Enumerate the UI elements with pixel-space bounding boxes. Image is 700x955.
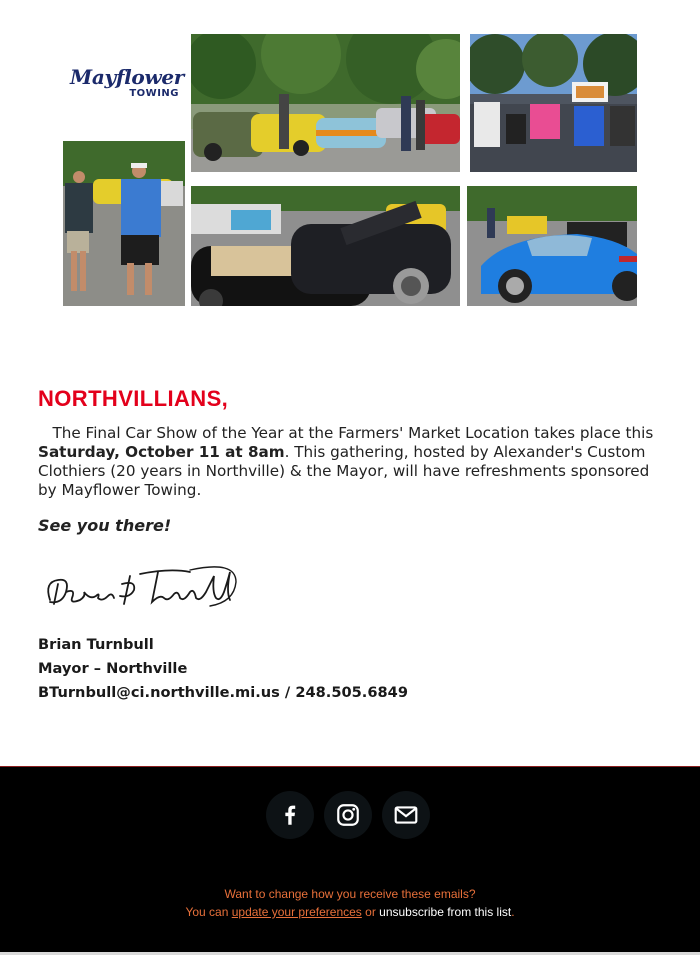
footer-prefix: You can [185,905,232,919]
signature-block [38,633,408,705]
car-show-photo-convertibles [191,186,460,306]
email-button[interactable] [382,791,430,839]
email-icon [393,802,419,828]
car-show-photo-parking-lot [191,34,460,172]
car-show-photo-people [63,141,185,306]
paragraph-text-start: The Final Car Show of the Year at the Farmers' Market Location takes place this [38,424,659,442]
signer-title: Mayor – Northville [38,660,188,677]
greeting-heading: NORTHVILLIANS, [38,386,229,411]
event-paragraph [38,424,663,500]
footer-or: or [361,905,380,919]
signer-name: Brian Turnbull [38,636,154,653]
handwritten-signature [40,562,240,620]
footer-line-2 [0,903,700,921]
facebook-button[interactable] [266,791,314,839]
footer-suffix: . [511,905,515,919]
signer-contact: BTurnbull@ci.northville.mi.us / 248.505.6849 [38,684,408,701]
instagram-icon [335,802,361,828]
car-show-photo-outdoor-movie [470,34,637,172]
instagram-button[interactable] [324,791,372,839]
update-preferences-link[interactable]: update your preferences [231,905,362,919]
facebook-icon [277,802,303,828]
footer-line-1: Want to change how you receive these emails? [224,887,476,901]
footer-preferences-text [0,885,700,921]
car-show-photo-blue-porsche [467,186,637,306]
closing-line: See you there! [38,516,172,535]
logo-sub-text: TOWING [129,88,179,99]
logo-main-text: Mayflower [70,65,185,89]
unsubscribe-link[interactable]: unsubscribe from this list [379,905,512,919]
paragraph-text-end: . This gathering, hosted by Alexander's Custom Clothiers (20 years in Northville) & the Mayor, will have refreshments sponsored by Mayflower Towing. [38,443,650,499]
photo-collage [0,0,700,330]
event-date-time: Saturday, October 11 at 8am [38,443,285,461]
mayflower-towing-logo [70,66,185,106]
email-footer [0,766,700,955]
social-links [266,791,430,839]
